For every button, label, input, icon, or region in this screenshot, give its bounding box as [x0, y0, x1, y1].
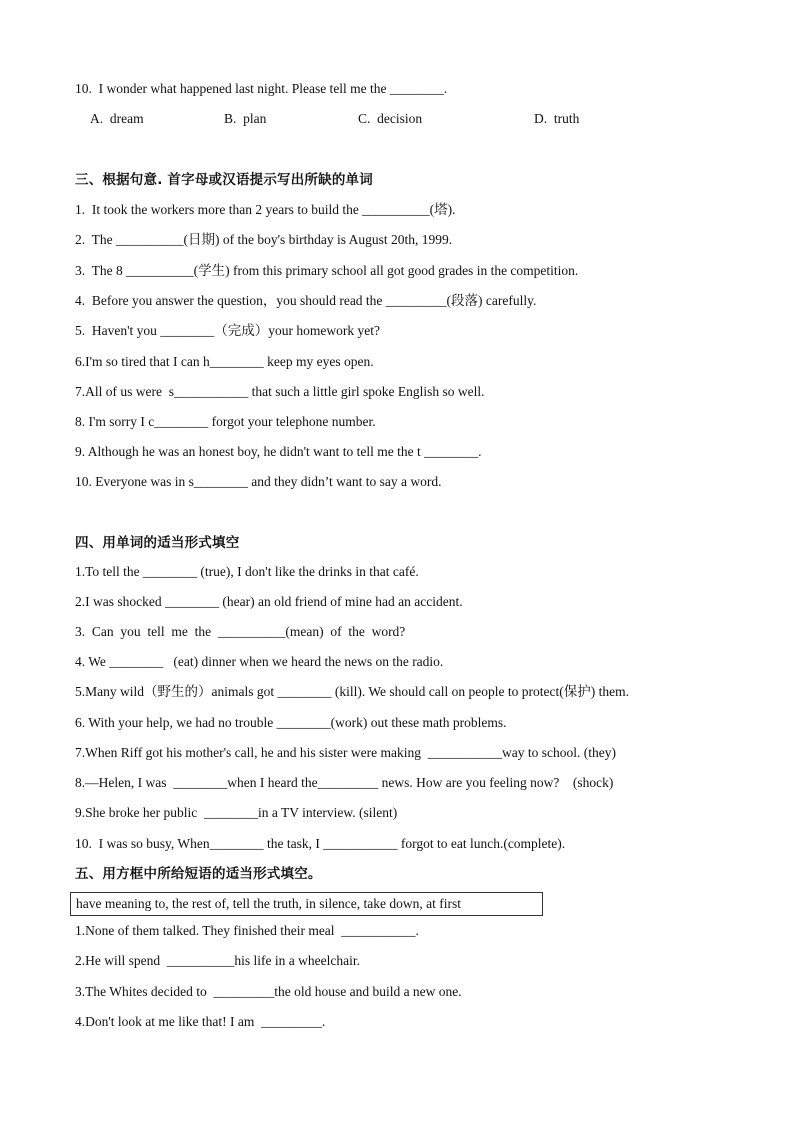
- section-4-item: 9.She broke her public ________in a TV interview. (silent): [75, 805, 398, 820]
- section-3-item: 9. Although he was an honest boy, he didn't want to tell me the t ________.: [75, 444, 482, 459]
- section-4-item: 7.When Riff got his mother's call, he and his sister were making ___________way to school. (they): [75, 745, 616, 760]
- section-5-heading: 五、用方框中所给短语的适当形式填空。: [75, 866, 322, 882]
- phrase-box-text: have meaning to, the rest of, tell the truth, in silence, take down, at first: [76, 896, 462, 911]
- section-4-item: 3. Can you tell me the __________(mean) of the word?: [75, 624, 406, 639]
- section-4-item: 4. We ________ (eat) dinner when we heard the news on the radio.: [75, 654, 444, 669]
- section-4-heading: 四、用单词的适当形式填空: [75, 535, 240, 551]
- section-4-item: 2.I was shocked ________ (hear) an old friend of mine had an accident.: [75, 594, 463, 609]
- section-3-item: 6.I'm so tired that I can h________ keep my eyes open.: [75, 354, 374, 369]
- section-5-item: 2.He will spend __________his life in a wheelchair.: [75, 953, 360, 968]
- option-b: B. plan: [224, 111, 267, 126]
- section-3-item: 7.All of us were s___________ that such a little girl spoke English so well.: [75, 384, 485, 399]
- section-5-item: 1.None of them talked. They finished their meal ___________.: [75, 923, 419, 938]
- section-3-item: 10. Everyone was in s________ and they didn’t want to say a word.: [75, 474, 442, 489]
- section-4-item: 6. With your help, we had no trouble ________(work) out these math problems.: [75, 715, 507, 730]
- section-3-item: 2. The __________(日期) of the boy's birthday is August 20th, 1999.: [75, 232, 453, 247]
- section-5-item: 4.Don't look at me like that! I am _________.: [75, 1014, 326, 1029]
- section-5-item: 3.The Whites decided to _________the old house and build a new one.: [75, 984, 462, 999]
- question-10-text: 10. I wonder what happened last night. Please tell me the ________.: [75, 81, 448, 96]
- section-3-item: 4. Before you answer the question，you should read the _________(段落) carefully.: [75, 293, 537, 308]
- section-4-item: 1.To tell the ________ (true), I don't like the drinks in that café.: [75, 564, 419, 579]
- section-3-item: 1. It took the workers more than 2 years to build the __________(塔).: [75, 202, 456, 217]
- section-3-item: 3. The 8 __________(学生) from this primary school all got good grades in the competition.: [75, 263, 579, 278]
- section-4-item: 10. I was so busy, When________ the task, I ___________ forgot to eat lunch.(complete).: [75, 836, 566, 851]
- section-3-heading: 三、根据句意. 首字母或汉语提示写出所缺的单词: [75, 172, 373, 188]
- phrase-box: [70, 892, 543, 916]
- section-3-item: 8. I'm sorry I c________ forgot your telephone number.: [75, 414, 376, 429]
- section-4-item: 5.Many wild（野生的）animals got ________ (kill). We should call on people to protect(保护) them.: [75, 684, 629, 699]
- option-c: C. decision: [358, 111, 423, 126]
- option-a: A. dream: [90, 111, 144, 126]
- option-d: D. truth: [534, 111, 580, 126]
- section-4-item: 8.—Helen, I was ________when I heard the_________ news. How are you feeling now? (shock): [75, 775, 614, 790]
- section-3-item: 5. Haven't you ________（完成）your homework yet?: [75, 323, 381, 338]
